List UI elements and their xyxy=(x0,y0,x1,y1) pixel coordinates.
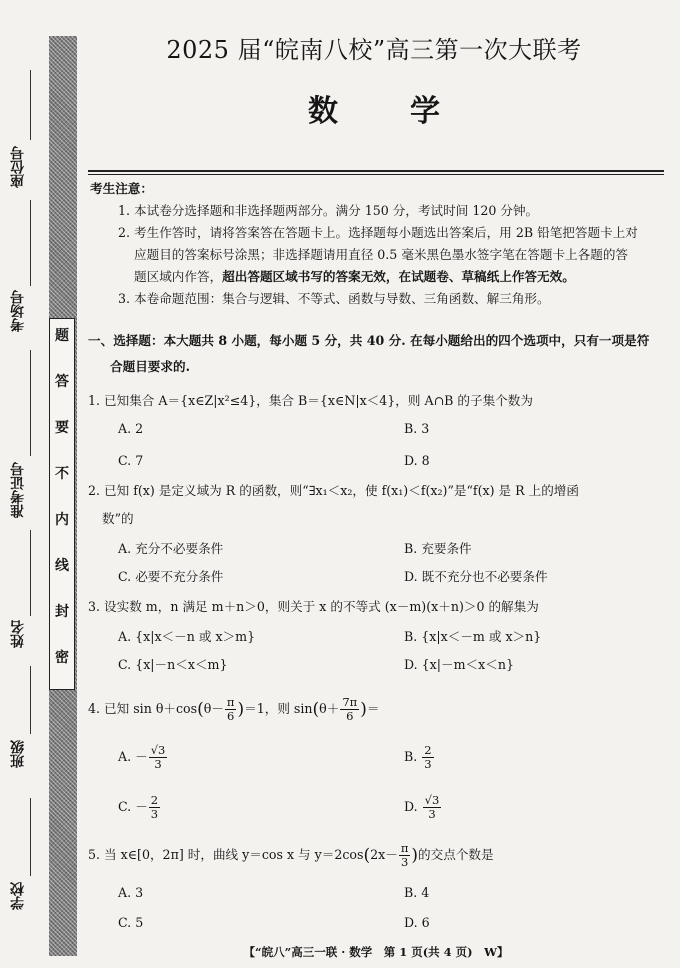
header-rule-thin xyxy=(88,174,664,175)
section-heading-cont: 合题目要求的. xyxy=(110,359,190,374)
field-line-name[interactable] xyxy=(30,530,31,616)
q2-option-b[interactable]: B. 充要条件 xyxy=(404,541,472,556)
notice-item-1: 1. 本试卷分选择题和非选择题两部分。满分 150 分，考试时间 120 分钟。 xyxy=(118,203,539,218)
exam-title: 2025 届“皖南八校”高三第一次大联考 xyxy=(166,36,582,64)
notice-item-3: 3. 本卷命题范围：集合与逻辑、不等式、函数与导数、三角函数、解三角形。 xyxy=(118,291,550,306)
q5-option-c[interactable]: C. 5 xyxy=(118,915,144,930)
notice-item-2-tail: 题区域内作答， xyxy=(134,269,223,284)
q5-stem-text-a: 5. 当 x∈[0，2π] 时，曲线 y＝cos x 与 y＝2cos xyxy=(88,847,364,862)
binding-margin xyxy=(0,0,90,968)
warning-char: 要 xyxy=(55,420,69,436)
header-rule-thick xyxy=(88,170,664,172)
q5-option-a[interactable]: A. 3 xyxy=(118,885,144,900)
field-line-seat[interactable] xyxy=(30,70,31,140)
q4-stem-text-a: 4. 已知 sin θ＋cos xyxy=(88,701,198,716)
field-label-room: 考场号 xyxy=(10,290,26,332)
warning-char: 不 xyxy=(55,466,69,482)
q1-option-b[interactable]: B. 3 xyxy=(404,421,430,436)
q3-option-c[interactable]: C. {x|－n＜x＜m} xyxy=(118,657,228,672)
page-footer: 【“皖八”高三一联 · 数学 第 1 页(共 4 页) W】 xyxy=(243,945,509,959)
warning-char: 内 xyxy=(55,512,69,528)
field-label-exam-id: 准考证号 xyxy=(10,462,26,518)
field-line-room[interactable] xyxy=(30,200,31,286)
exam-page xyxy=(88,0,668,968)
field-label-seat: 座位号 xyxy=(10,146,26,188)
warning-char: 题 xyxy=(55,328,69,344)
q5-option-b[interactable]: B. 4 xyxy=(404,885,430,900)
section-heading: 一、选择题：本大题共 8 小题，每小题 5 分，共 40 分. 在每小题给出的四个选项中，只有一项是符 xyxy=(88,333,650,348)
notice-item-2-end xyxy=(134,268,575,286)
q5-option-d[interactable]: D. 6 xyxy=(404,915,430,930)
q5-stem-text-b: 2x－ xyxy=(370,847,398,862)
field-label-name: 姓名 xyxy=(10,620,26,648)
q5-stem-fraction: $\frac{\pi}{3}$ xyxy=(400,841,409,869)
q2-option-a[interactable]: A. 充分不必要条件 xyxy=(118,541,224,556)
q5-stem: 5. 当 x∈[0，2π] 时，曲线 y＝cos x 与 y＝2cos(2x－ $\frac{\pi}{3}$ )的交点个数是 xyxy=(88,841,494,869)
warning-char: 答 xyxy=(55,374,69,390)
q4-stem-text-d: θ＋ xyxy=(319,701,340,716)
q5-stem-text-c: 的交点个数是 xyxy=(418,847,494,862)
field-line-class[interactable] xyxy=(30,666,31,734)
q4-stem-text-c: ＝1，则 sin xyxy=(244,701,313,716)
q4-option-c[interactable]: C. － $\frac{2}{3}$ xyxy=(118,793,159,821)
notice-item-2: 2. 考生作答时，请将答案答在答题卡上。选择题每小题选出答案后，用 2B 铅笔把答题卡上对 xyxy=(118,225,638,240)
q3-option-b[interactable]: B. {x|x＜－m 或 x＞n} xyxy=(404,629,542,644)
q3-option-a[interactable]: A. {x|x＜－n 或 x＞m} xyxy=(118,629,256,644)
q1-option-d[interactable]: D. 8 xyxy=(404,453,430,468)
q4-stem-text-e: ＝ xyxy=(366,701,380,716)
q3-stem: 3. 设实数 m，n 满足 m＋n＞0，则关于 x 的不等式 (x－m)(x＋n)＞0 的解集为 xyxy=(88,599,539,614)
field-line-exam-id[interactable] xyxy=(30,350,31,456)
subject-title: 数学 xyxy=(308,94,512,129)
seal-line-warning xyxy=(49,318,75,690)
q2-option-d[interactable]: D. 既不充分也不必要条件 xyxy=(404,569,548,584)
warning-char: 线 xyxy=(55,558,69,574)
q1-option-c[interactable]: C. 7 xyxy=(118,453,144,468)
q2-option-c[interactable]: C. 必要不充分条件 xyxy=(118,569,224,584)
q4-stem-fraction-1: $\frac{\pi}{6}$ xyxy=(226,695,235,723)
notice-item-2-cont: 应题目的答案标号涂黑；非选择题请用直径 0.5 毫米黑色墨水签字笔在答题卡上各题的答 xyxy=(134,247,629,262)
q4-option-d[interactable]: D. $\frac{√3}{3}$ xyxy=(404,793,440,821)
notice-emphasis: 超出答题区域书写的答案无效，在试题卷、草稿纸上作答无效。 xyxy=(222,269,575,284)
q2-stem-cont: 数”的 xyxy=(102,511,134,526)
q1-stem: 1. 已知集合 A＝{x∈Z|x²≤4}，集合 B＝{x∈N|x＜4}，则 A∩B 的子集个数为 xyxy=(88,393,533,408)
q4-stem-text-b: θ－ xyxy=(203,701,224,716)
q1-option-a[interactable]: A. 2 xyxy=(118,421,144,436)
q4-stem-fraction-2: $\frac{7\pi}{6}$ xyxy=(342,695,358,723)
field-label-school: 学校 xyxy=(10,882,26,910)
field-line-school[interactable] xyxy=(30,798,31,876)
notice-heading: 考生注意： xyxy=(90,181,153,196)
q4-stem: 4. 已知 sin θ＋cos(θ－ $\frac{\pi}{6}$ )＝1，则 sin(θ＋ $\frac{7\pi}{6}$ )＝ xyxy=(88,695,380,723)
warning-char: 封 xyxy=(55,604,69,620)
q2-stem: 2. 已知 f(x) 是定义域为 R 的函数，则“∃x₁＜x₂，使 f(x₁)＜f(x₂)”是“f(x) 是 R 上的增函 xyxy=(88,483,579,498)
q4-option-a[interactable]: A. － $\frac{√3}{3}$ xyxy=(118,743,166,771)
q3-option-d[interactable]: D. {x|－m＜x＜n} xyxy=(404,657,514,672)
q4-option-b[interactable]: B. $\frac{2}{3}$ xyxy=(404,743,432,771)
field-label-class: 班级 xyxy=(10,740,26,768)
warning-char: 密 xyxy=(55,650,69,666)
